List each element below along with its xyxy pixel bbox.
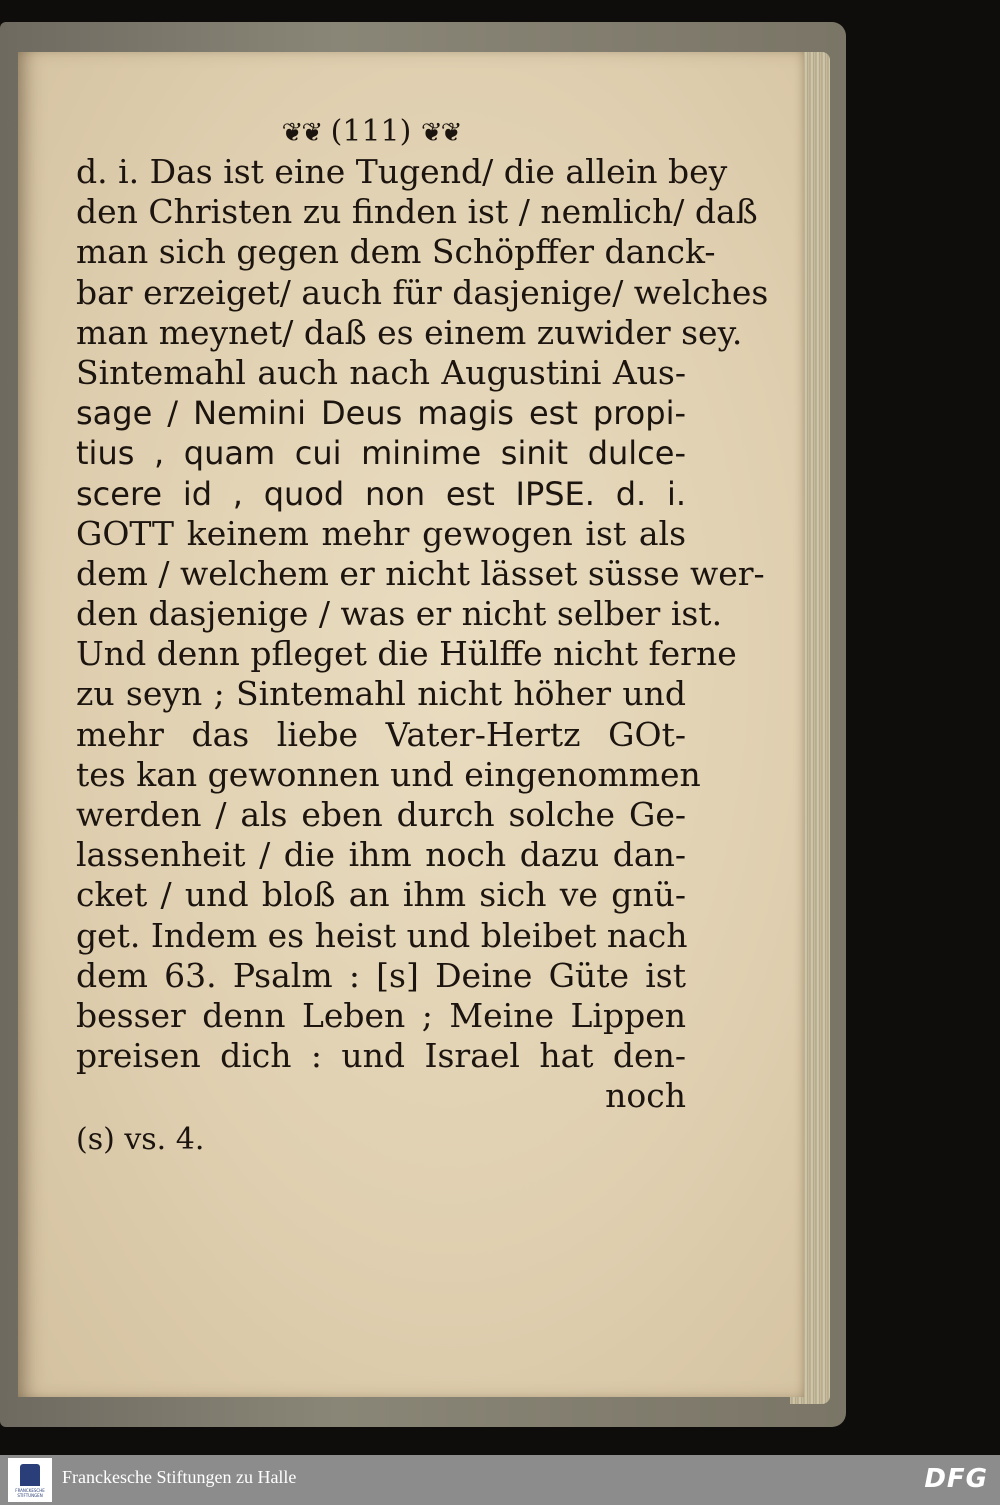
viewer-footer-bar [0, 1455, 1000, 1505]
franckesche-stiftungen-logo[interactable] [8, 1458, 52, 1502]
text-line: man sich gegen dem Schöpffer danck- [76, 232, 716, 272]
text-line: dem / welchem er nicht lässet süsse wer- [76, 553, 765, 593]
institution-name: Franckesche Stiftungen zu Halle [62, 1467, 297, 1487]
text-line: den Christen zu finden ist / nemlich/ daß [76, 192, 758, 232]
text-line: lassenheit / die ihm noch dazu dan- [76, 835, 686, 875]
building-icon [20, 1464, 40, 1486]
text-line: d. i. Das ist eine Tugend/ die allein bey [76, 152, 728, 191]
dfg-logo[interactable]: DFG [924, 1464, 988, 1494]
catchword: noch [605, 1076, 686, 1116]
book-page [18, 52, 804, 1397]
text-line: Und denn pfleget die Hülffe nicht ferne [76, 634, 737, 674]
text-line: sage / Nemini Deus magis est propi- [76, 394, 686, 433]
text-line: tes kan gewonnen und eingenommen [76, 754, 701, 794]
text-line: scere id , quod non est IPSE. d. i. [76, 474, 686, 513]
text-line: zu seyn ; Sintemahl nicht höher und [76, 674, 686, 714]
text-line: man meynet/ daß es einem zuwider sey. [76, 312, 743, 352]
text-line: tius , quam cui minime sinit dulce- [76, 434, 686, 473]
body-text [76, 152, 769, 1076]
text-line: besser denn Leben ; Meine Lippen [76, 995, 686, 1035]
page-text-block [76, 112, 769, 1160]
text-line: get. Indem es heist und bleibet nach [76, 915, 688, 955]
text-line: preisen dich : und Israel hat den- [76, 1036, 686, 1076]
text-line: bar erzeiget/ auch für dasjenige/ welches [76, 272, 769, 312]
logo-text: FRANCKESCHE STIFTUNGEN [15, 1488, 45, 1498]
text-line: cket / und bloß an ihm sich ve gnü- [76, 875, 686, 915]
text-line: dem 63. Psalm : [s] Deine Güte ist [76, 955, 686, 995]
text-line: den dasjenige / was er nicht selber ist. [76, 594, 723, 634]
text-line: mehr das liebe Vater-Hertz GOt- [76, 714, 686, 754]
page-header [56, 112, 686, 152]
ornament-right-icon: ❦❦ [420, 118, 461, 148]
footnote: (s) vs. 4. [76, 1122, 205, 1158]
page-number: (111) [330, 114, 412, 149]
ornament-left-icon: ❦❦ [281, 118, 322, 148]
text-line: GOTT keinem mehr gewogen ist als [76, 513, 686, 553]
text-line: Sintemahl auch nach Augustini Aus- [76, 352, 686, 392]
text-line: werden / als eben durch solche Ge- [76, 795, 686, 834]
